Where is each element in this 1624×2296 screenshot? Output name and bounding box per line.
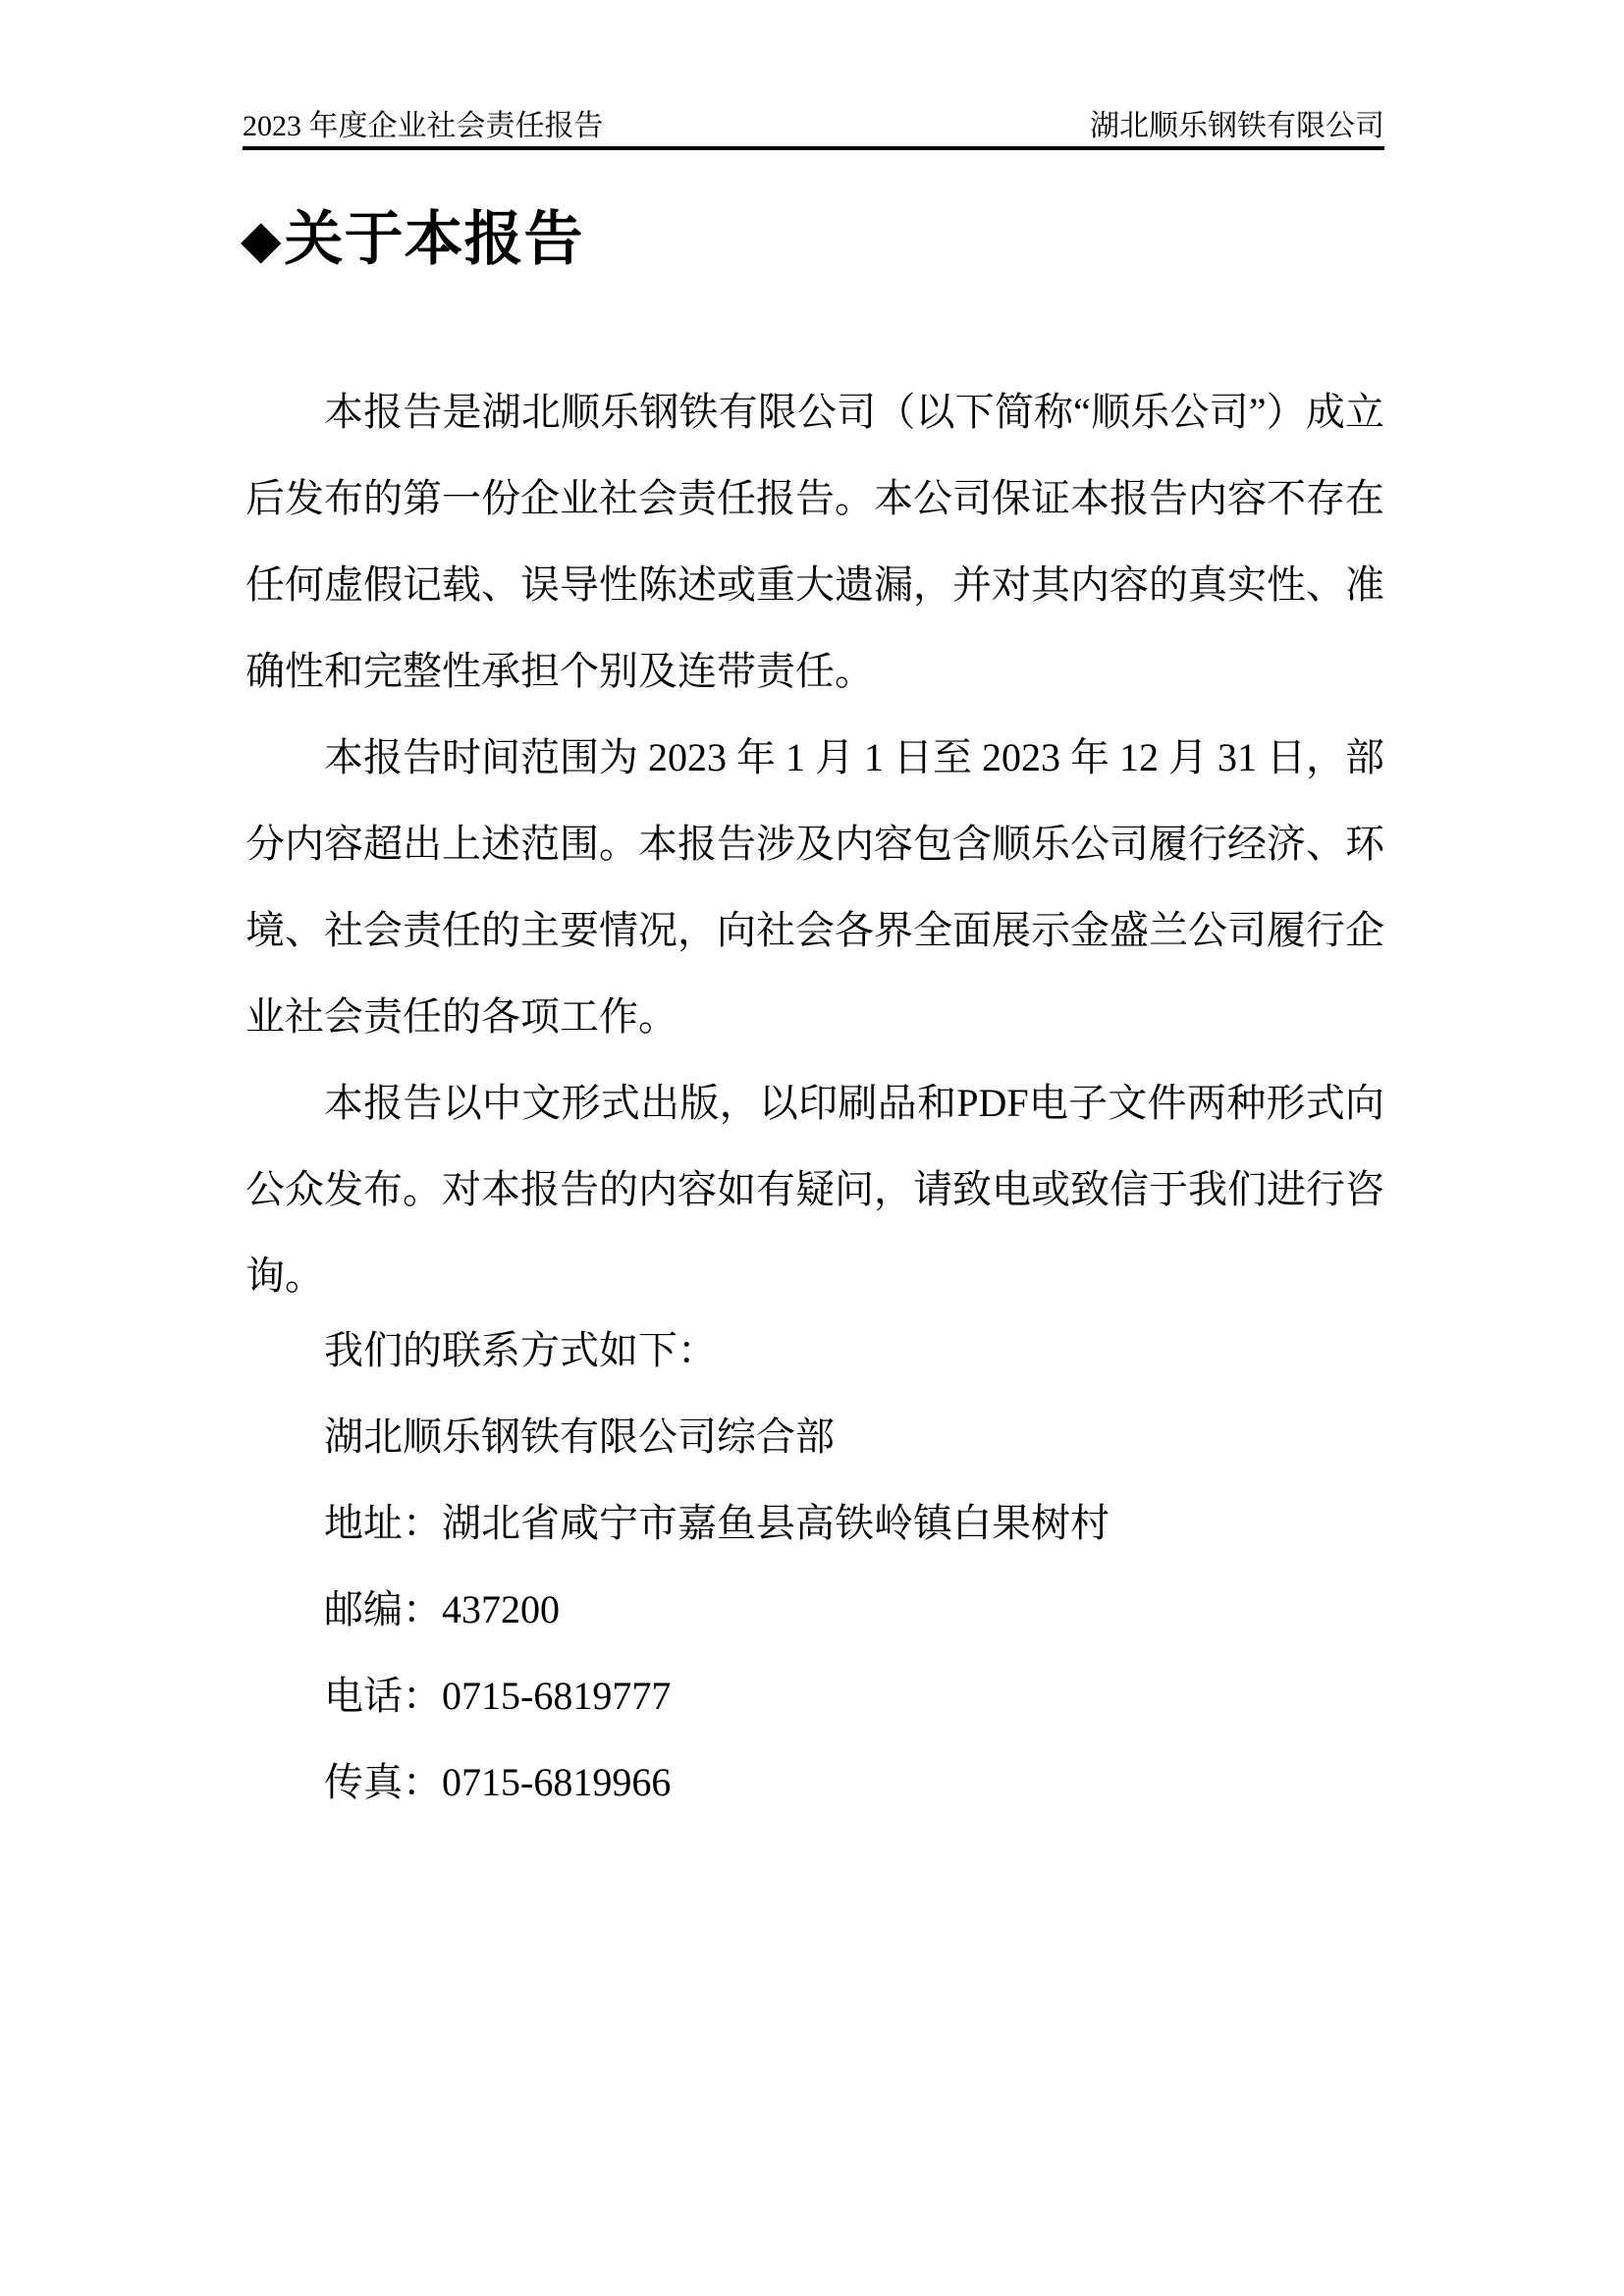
page-header — [243, 108, 1384, 150]
body-paragraph: 本报告时间范围为 2023 年 1 月 1 日至 2023 年 12 月 31 日，部分内容超出上述范围。本报告涉及内容包含顺乐公司履行经济、环境、社会责任的主要情况，向社会各界全面展示金盛兰公司履行企业社会责任的各项工作。 — [245, 735, 1384, 1039]
header-company-name: 湖北顺乐钢铁有限公司 — [1090, 110, 1384, 142]
section-title — [241, 192, 584, 277]
diamond-bullet-icon: ◆ — [241, 210, 283, 269]
contact-line: 电话：0715-6819777 — [324, 1674, 672, 1718]
contact-line: 我们的联系方式如下： — [324, 1328, 717, 1372]
contact-line: 传真：0715-6819966 — [324, 1760, 672, 1804]
contact-line: 地址：湖北省咸宁市嘉鱼县高铁岭镇白果树村 — [324, 1501, 1110, 1545]
contact-line: 湖北顺乐钢铁有限公司综合部 — [324, 1415, 835, 1459]
contact-info — [245, 1308, 1384, 1826]
body-paragraph: 本报告是湖北顺乐钢铁有限公司（以下简称“顺乐公司”）成立后发布的第一份企业社会责任报告。本公司保证本报告内容不存在任何虚假记载、误导性陈述或重大遗漏，并对其内容的真实性、准确性和完整性承担个别及连带责任。 — [245, 390, 1384, 693]
report-body — [245, 369, 1384, 1319]
section-title-text: 关于本报告 — [284, 207, 584, 272]
header-report-title: 2023 年度企业社会责任报告 — [243, 110, 604, 142]
body-paragraph: 本报告以中文形式出版，以印刷品和PDF电子文件两种形式向公众发布。对本报告的内容如有疑问，请致电或致信于我们进行咨询。 — [245, 1081, 1384, 1298]
contact-line: 邮编：437200 — [324, 1587, 560, 1631]
